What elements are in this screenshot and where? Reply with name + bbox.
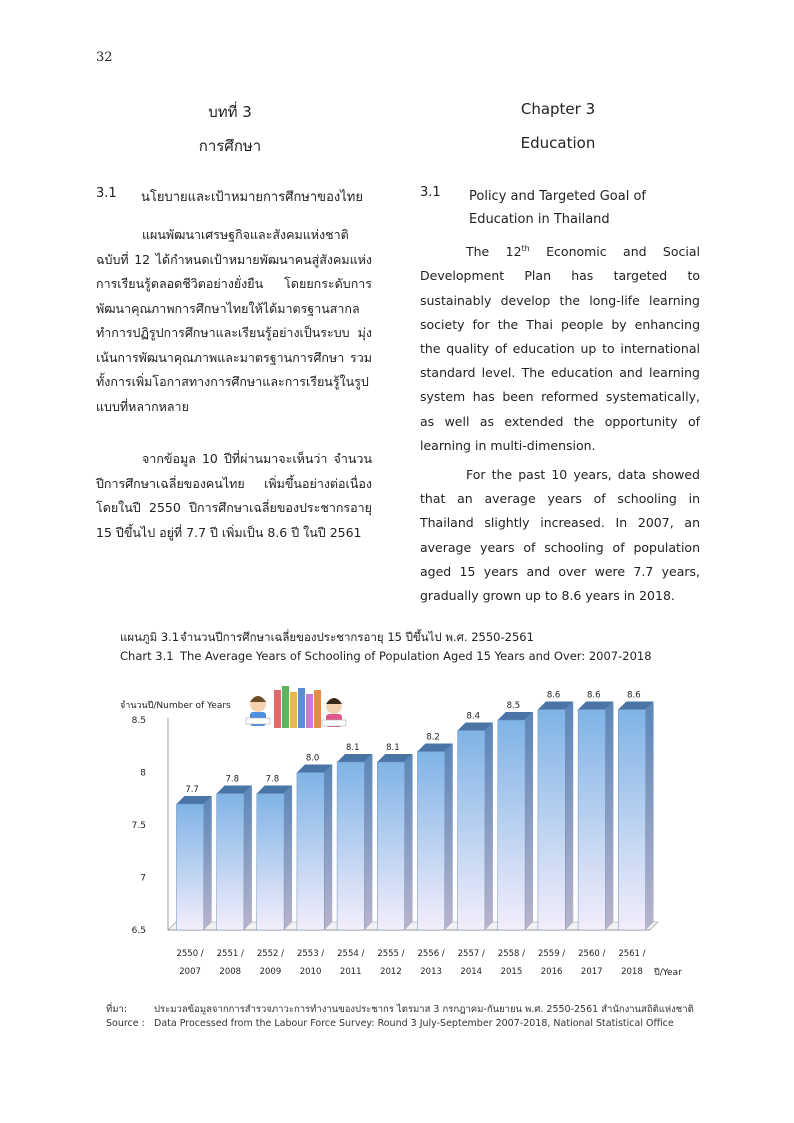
bar-value-label: 8.6 bbox=[627, 690, 641, 701]
chart-caption-en-label: Chart 3.1 bbox=[120, 649, 174, 663]
x-tick-label-en: 2017 bbox=[580, 967, 603, 977]
paragraph-en-1 bbox=[420, 237, 700, 458]
bar-face bbox=[458, 731, 485, 931]
x-tick-label-en: 2012 bbox=[380, 967, 402, 977]
chart-bars bbox=[176, 691, 653, 931]
bar-side bbox=[284, 786, 292, 931]
bar-side bbox=[525, 712, 533, 930]
bar-value-label: 7.7 bbox=[185, 785, 199, 795]
chapter-label-th: บทที่ 3 bbox=[208, 103, 252, 121]
chapter-title-th: การศึกษา bbox=[198, 137, 262, 155]
bar-value-label: 8.4 bbox=[466, 711, 481, 722]
bar-value-label: 7.8 bbox=[225, 774, 240, 785]
section-title-th: นโยบายและเป้าหมายการศึกษาของไทย bbox=[141, 190, 363, 205]
bar bbox=[417, 733, 452, 931]
bar bbox=[538, 691, 573, 931]
education-bar-chart bbox=[0, 660, 794, 990]
bar-face bbox=[297, 773, 324, 931]
bar bbox=[217, 775, 252, 931]
x-tick-label-en: 2011 bbox=[339, 967, 362, 977]
paragraph-en-1-sup: th bbox=[521, 244, 530, 253]
x-tick-label-en: 2009 bbox=[259, 967, 282, 977]
bar-value-label: 8.2 bbox=[426, 732, 440, 743]
bar-face bbox=[618, 710, 645, 931]
paragraph-en-1-start: The 12 bbox=[466, 244, 522, 260]
paragraph-th-2: จากข้อมูล 10 ปีที่ผ่านมาจะเห็นว่า จำนวนปีการศึกษาเฉลี่ยของคนไทย เพิ่มขึ้นอย่างต่อเนื่อง โดยในปี 2550 ปีการศึกษาเฉลี่ยของประชากรอายุ 15 ปีขึ้นไป อยู่ที่ 7.7 ปี เพิ่มเป็น 8.6 ปี ในปี 2561 bbox=[96, 451, 372, 540]
bar-face bbox=[578, 710, 605, 931]
bar-value-label: 8.6 bbox=[586, 690, 601, 701]
x-tick-label-en: 2010 bbox=[299, 967, 322, 977]
bar bbox=[578, 691, 613, 931]
x-tick-label-th: 2550 / bbox=[176, 949, 204, 959]
y-axis-label: จำนวนปี/Number of Years bbox=[120, 701, 231, 711]
bar-value-label: 8.5 bbox=[506, 701, 521, 711]
x-tick-label-th: 2558 / bbox=[497, 949, 526, 959]
bar-face bbox=[538, 710, 565, 931]
bar-value-label: 8.0 bbox=[305, 753, 320, 764]
chapter-label-en: Chapter 3 bbox=[520, 100, 596, 118]
bar-side bbox=[405, 754, 413, 930]
bar-value-label: 8.1 bbox=[345, 743, 360, 753]
source-en-text: Data Processed from the Labour Force Survey: Round 3 July-September 2007-2018, National Statistical Office bbox=[154, 1018, 674, 1029]
y-tick-label: 6.5 bbox=[131, 926, 146, 936]
source-th-text: ประมวลข้อมูลจากการสำรวจภาวะการทำงานของประชากร ไตรมาส 3 กรกฎาคม-กันยายน พ.ศ. 2550-2561 สำนักงานสถิติแห่งชาติ bbox=[154, 1004, 694, 1015]
bar bbox=[297, 754, 332, 931]
bar-face bbox=[417, 752, 444, 931]
x-tick-label-en: 2014 bbox=[460, 967, 483, 977]
x-tick-label-en: 2013 bbox=[420, 967, 442, 977]
section-number-en: 3.1 bbox=[420, 185, 441, 200]
bar-side bbox=[605, 702, 613, 931]
chart-caption-th-text: จำนวนปีการศึกษาเฉลี่ยของประชากรอายุ 15 ปีขึ้นไป พ.ศ. 2550-2561 bbox=[180, 630, 534, 644]
bar-side bbox=[565, 702, 573, 931]
x-tick-label-en: 2007 bbox=[179, 967, 201, 977]
x-tick-label-th: 2557 / bbox=[457, 949, 485, 959]
bar bbox=[498, 701, 533, 930]
bar bbox=[337, 743, 372, 930]
x-tick-label-th: 2561 / bbox=[618, 949, 646, 959]
bar-side bbox=[646, 702, 654, 931]
bar bbox=[458, 712, 493, 931]
bar-face bbox=[377, 762, 404, 930]
bar-side bbox=[244, 786, 252, 931]
bar-side bbox=[324, 765, 332, 931]
bar-face bbox=[337, 762, 364, 930]
x-tick-label-th: 2551 / bbox=[216, 949, 244, 959]
chapter-title-en: Education bbox=[520, 134, 596, 152]
x-tick-label-th: 2555 / bbox=[377, 949, 405, 959]
chart-caption-th-label: แผนภูมิ 3.1 bbox=[120, 630, 180, 644]
source-th-label: ที่มา: bbox=[106, 1004, 128, 1015]
section-title-en-line1: Policy and Targeted Goal of bbox=[469, 189, 646, 204]
paragraph-en-1-rest: Economic and Social Development Plan has targeted to sustainably develop the long-life learning society for the Thai people by enhancing the quality of education up to international standard level. The education and learning system has been reformed systematically, as well as extended the opportunity of learning in multi-dimension. bbox=[420, 244, 700, 453]
bar bbox=[176, 785, 211, 930]
section-number-th: 3.1 bbox=[96, 186, 117, 201]
bar bbox=[377, 743, 412, 930]
page-number: 32 bbox=[96, 50, 113, 65]
chart-caption-en-text: The Average Years of Schooling of Population Aged 15 Years and Over: 2007-2018 bbox=[180, 649, 652, 663]
source-en-label: Source : bbox=[106, 1018, 145, 1029]
bar bbox=[618, 691, 653, 931]
bar-face bbox=[217, 794, 244, 931]
x-tick-label-th: 2556 / bbox=[417, 949, 445, 959]
bar-face bbox=[176, 804, 203, 930]
x-axis-label: ปี/Year bbox=[654, 968, 682, 978]
bar-side bbox=[485, 723, 493, 931]
paragraph-th-1: แผนพัฒนาเศรษฐกิจและสังคมแห่งชาติ ฉบับที่ 12 ได้กำหนดเป้าหมายพัฒนาคนสู่สังคมแห่งการเรียนรู้ตลอดชีวิตอย่างยั่งยืน โดยยกระดับการพัฒนาคุณภาพการศึกษาไทยให้ได้มาตรฐานสากล ทำการปฏิรูปการศึกษาและเรียนรู้อย่างเป็นระบบ มุ่งเน้นการพัฒนาคุณภาพและมาตรฐานการศึกษา รวมทั้งการเพิ่มโอกาสทางการศึกษาและการเรียนรู้ในรูปแบบที่หลากหลาย bbox=[96, 227, 372, 414]
bar-value-label: 8.1 bbox=[386, 743, 400, 753]
paragraph-en-2: For the past 10 years, data showed that an average years of schooling in Thailand slightly increased. In 2007, an average years of schooling of population aged 15 years and over were 7.7 years, gradually grown up to 8.6 years in 2018. bbox=[420, 467, 700, 604]
x-tick-label-th: 2560 / bbox=[578, 949, 606, 959]
chart-caption-th bbox=[120, 629, 534, 647]
x-tick-label-th: 2559 / bbox=[537, 949, 566, 959]
y-tick-label: 7 bbox=[140, 873, 146, 884]
x-tick-label-th: 2554 / bbox=[337, 949, 365, 959]
source-en bbox=[106, 1018, 674, 1029]
bar bbox=[257, 775, 292, 931]
bar-value-label: 7.8 bbox=[265, 774, 280, 785]
bar-face bbox=[257, 794, 284, 931]
source-th bbox=[106, 1002, 694, 1017]
bar-value-label: 8.6 bbox=[546, 690, 561, 701]
section-title-en bbox=[469, 185, 646, 231]
y-tick-label: 8.5 bbox=[131, 716, 146, 726]
x-tick-label-th: 2553 / bbox=[296, 949, 325, 959]
bar-side bbox=[204, 796, 212, 930]
x-tick-label-en: 2016 bbox=[540, 967, 563, 977]
x-tick-label-en: 2008 bbox=[219, 967, 242, 977]
y-tick-label: 7.5 bbox=[131, 821, 146, 831]
children-reading-illustration bbox=[246, 686, 346, 728]
y-tick-label: 8 bbox=[140, 768, 146, 779]
bar-side bbox=[445, 744, 453, 931]
x-tick-label-en: 2015 bbox=[500, 967, 523, 977]
section-title-en-line2: Education in Thailand bbox=[469, 212, 610, 227]
x-tick-label-th: 2552 / bbox=[256, 949, 285, 959]
bar-face bbox=[498, 720, 525, 930]
bar-side bbox=[364, 754, 372, 930]
x-tick-label-en: 2018 bbox=[621, 967, 643, 977]
x-axis-labels bbox=[176, 949, 645, 977]
